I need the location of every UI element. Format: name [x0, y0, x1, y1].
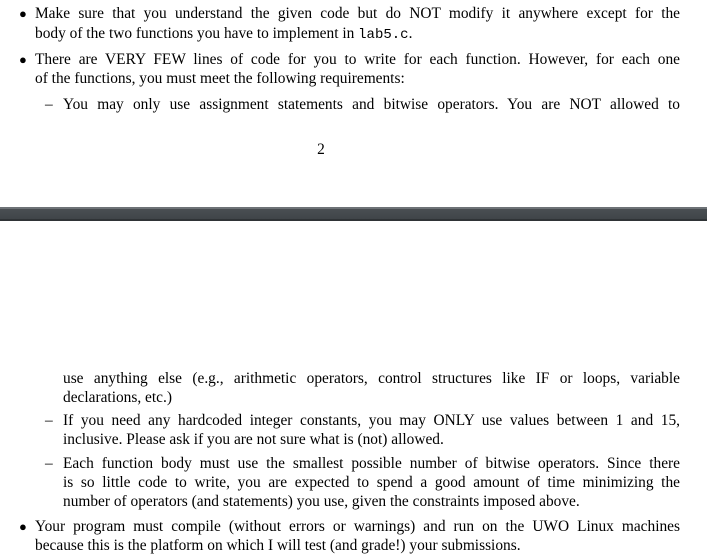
subitem-1-line-1: You may only use assignment statements and bitwise operators. You are NOT allowed to	[63, 96, 680, 113]
bullet-icon: ●	[19, 52, 27, 67]
bullet-2-line-1: There are VERY FEW lines of code for you to write for each function. However, for each one	[35, 51, 680, 68]
page-number: 2	[317, 141, 325, 158]
bullet-2-line-2: of the functions, you must meet the following requirements:	[35, 70, 405, 87]
bullet-1-line-2	[35, 24, 412, 45]
subitem-1-line-3: declarations, etc.)	[63, 389, 172, 406]
bullet-3-line-2: because this is the platform on which I will test (and grade!) your submissions.	[35, 537, 521, 554]
subitem-2-line-2: inclusive. Please ask if you are not sure what is (not) allowed.	[63, 431, 444, 448]
subitem-3-line-2: is so little code to write, you are expected to spend a good amount of time minimizing the	[63, 474, 680, 491]
subitem-2-line-1: If you need any hardcoded integer constants, you may ONLY use values between 1 and 15,	[63, 412, 680, 429]
bullet-1-line-1: Make sure that you understand the given code but do NOT modify it anywhere except for the	[35, 5, 680, 22]
bullet-3-line-1: Your program must compile (without errors or warnings) and run on the UWO Linux machines	[35, 518, 680, 535]
inline-code-filename: lab5.c	[358, 27, 409, 43]
dash-icon: –	[45, 455, 53, 472]
page-separator	[0, 207, 707, 221]
dash-icon: –	[45, 96, 53, 113]
subitem-1-line-2: use anything else (e.g., arithmetic operators, control structures like IF or loops, variable	[63, 370, 680, 387]
subitem-3-line-1: Each function body must use the smallest possible number of bitwise operators. Since there	[63, 455, 680, 472]
bullet-1-line-2-text: body of the two functions you have to implement in	[35, 25, 359, 42]
bullet-1-line-2-end: .	[408, 25, 413, 42]
bullet-icon: ●	[19, 519, 27, 534]
dash-icon: –	[45, 412, 53, 429]
subitem-3-line-3: number of operators (and statements) you use, given the constraints imposed above.	[63, 493, 580, 510]
bullet-icon: ●	[19, 6, 27, 21]
